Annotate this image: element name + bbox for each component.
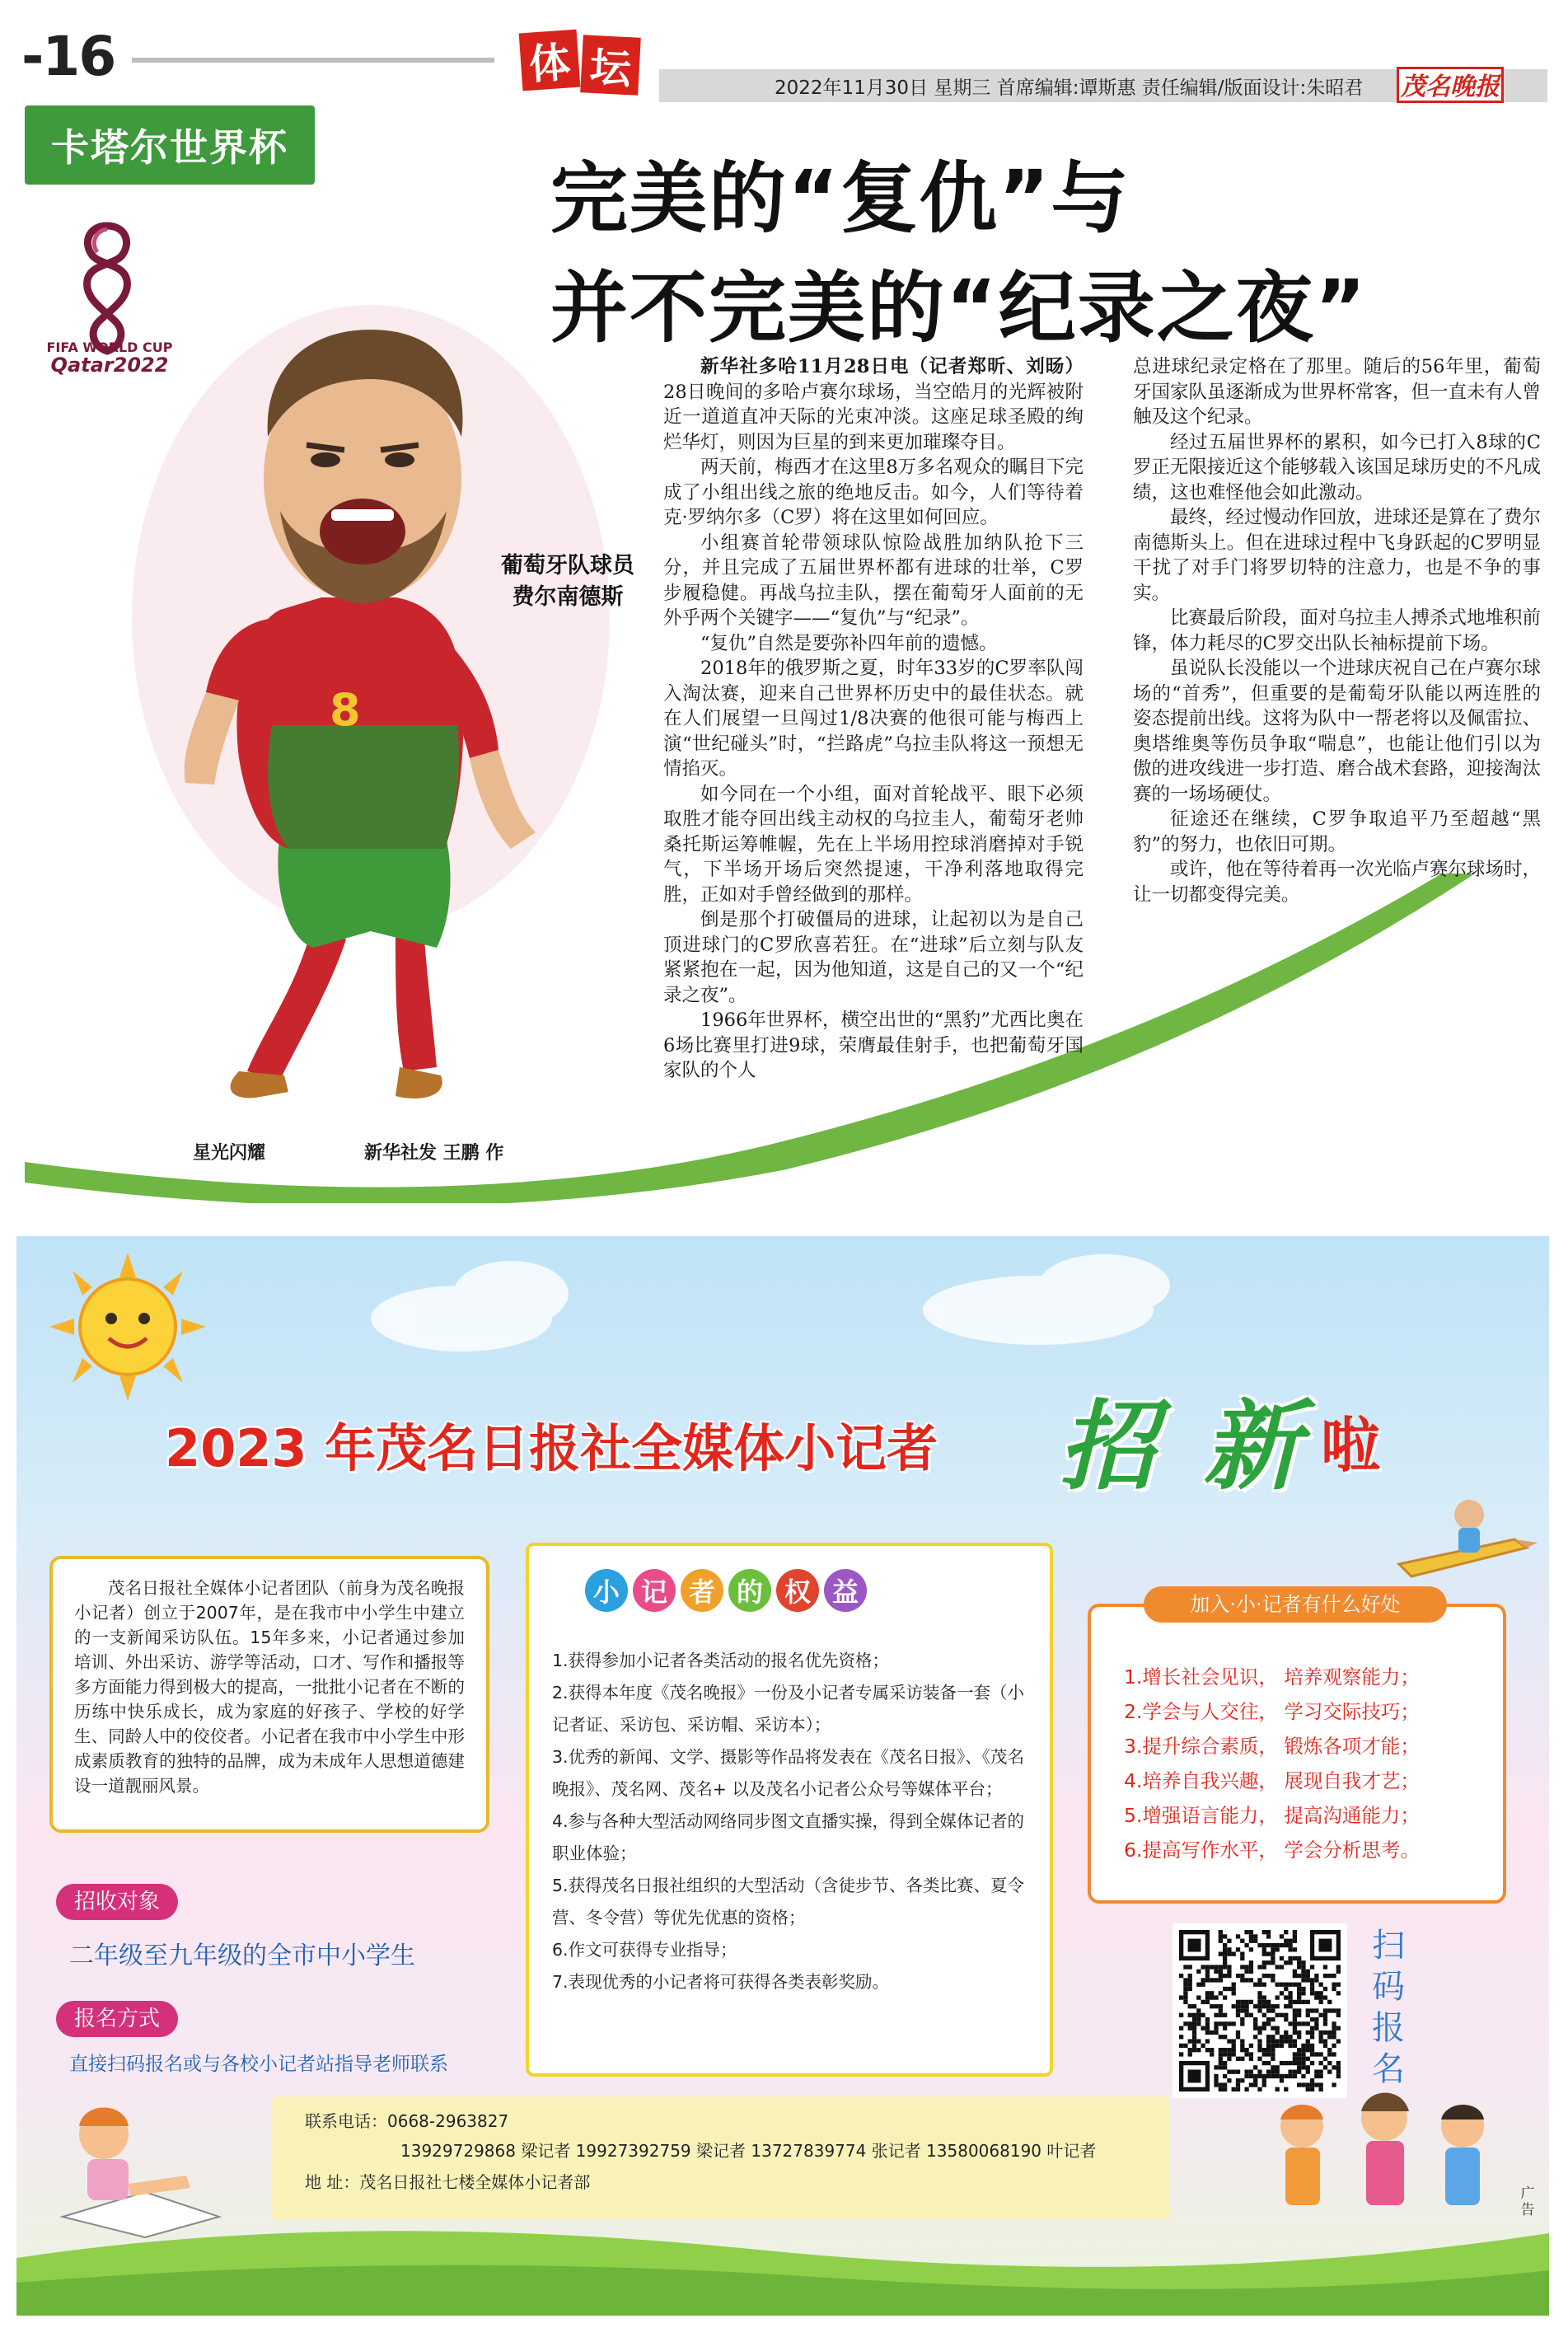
article-paragraph: 或许，他在等待着再一次光临卢赛尔球场时，让一切都变得完美。 (1133, 859, 1542, 906)
article-column-1 (663, 354, 1084, 1084)
ad-mark: 广告 (1520, 2185, 1535, 2218)
rights-title-char: 益 (824, 1569, 867, 1612)
jersey-number: 8 (330, 684, 361, 736)
pencil-rider-icon (1391, 1490, 1539, 1597)
sun-icon (49, 1253, 206, 1401)
illustration-title: 星光闪耀 (193, 1143, 266, 1164)
recruitment-ad (16, 1236, 1549, 2316)
article-paragraph: 小组赛首轮带领球队惊险战胜加纳队抢下三分，并且完成了五届世界杯都有进球的壮举，C罗步履稳健。再战乌拉圭队，摆在葡萄牙人面前的无外乎两个关键字——“复仇”与“纪录”。 (663, 532, 1084, 629)
page-number: -16 (21, 25, 115, 88)
section-flag-tan: 坛 (580, 35, 641, 96)
grass-hill-decoration (16, 2192, 1549, 2316)
contact-address: 地 址：茂名日报社七楼全媒体小记者部 (305, 2172, 591, 2192)
benefit-item: 2.学会与人交往， 学习交际技巧； (1124, 1700, 1420, 1723)
article-column-2 (1133, 354, 1541, 907)
world-cup-wordmark: FIFA WORLD CUP Qatar2022 (46, 340, 173, 377)
header-info: 2022年11月30日 星期三 首席编辑:谭斯惠 责任编辑/版面设计:朱昭君 (775, 77, 1364, 99)
rights-item: 5.获得茂名日报社组织的大型活动（含徒步节、各类比赛、夏令营、冬令营）等优先优惠的资格； (552, 1876, 1025, 1928)
rights-item: 2.获得本年度《茂名晚报》一份及小记者专属采访装备一套（小记者证、采访包、采访帽、采访本）； (552, 1683, 1025, 1735)
masthead-logo: 茂名晚报 (1397, 67, 1504, 103)
signup-text: 直接扫码报名或与各校小记者站指导老师联系 (69, 2054, 448, 2075)
article-paragraph: 虽说队长没能以一个进球庆祝自己在卢赛尔球场的“首秀”，但重要的是葡萄牙队能以两连胜的姿态提前出线。这将为队中一帮老将以及佩雷拉、奥塔维奥等伤员争取“喘息”，也能让他们引以为傲的进攻线进一步打造、磨合战术套路，迎接淘汰赛的一场场硬仗。 (1133, 658, 1542, 805)
article-paragraph: 倒是那个打破僵局的进球，让起初以为是自己顶进球门的C罗欣喜若狂。在“进球”后立刻与队友紧紧抱在一起，因为他知道，这是自己的又一个“纪录之夜”。 (663, 909, 1084, 1006)
rights-title-char: 者 (681, 1569, 723, 1612)
benefit-item: 1.增长社会见识， 培养观察能力； (1124, 1665, 1420, 1689)
illustration-credit: 新华社发 王鹏 作 (364, 1143, 504, 1164)
ad-title-xin: 新 (1203, 1389, 1301, 1503)
header-rule (132, 58, 494, 63)
ad-title: 2023 年茂名日报社全媒体小记者 (165, 1418, 938, 1478)
headline-line-2: 并不完美的“纪录之夜” (550, 264, 1368, 354)
article-paragraph: 1966年世界杯，横空出世的“黑豹”尤西比奥在6场比赛里打进9球，荣膺最佳射手，也把葡萄牙国家队的个人 (663, 1009, 1084, 1081)
benefits-list (1124, 1660, 1473, 1867)
rights-item: 4.参与各种大型活动网络同步图文直播实操，得到全媒体记者的职业体验； (552, 1811, 1025, 1863)
benefits-title: 加入·小·记者有什么好处 (1144, 1586, 1447, 1623)
rights-title-char: 记 (633, 1569, 676, 1612)
benefit-item: 4.培养自我兴趣， 展现自我才艺； (1124, 1769, 1420, 1792)
cloud-decoration (363, 1244, 1351, 1376)
section-flag-ti: 体 (519, 30, 581, 91)
benefits-box (1088, 1604, 1506, 1904)
rights-item: 7.表现优秀的小记者将可获得各类表彰奖励。 (552, 1972, 890, 1992)
contact-phone-main: 联系电话：0668-2963827 (305, 2111, 509, 2131)
article-paragraph: 两天前，梅西才在这里8万多名观众的瞩目下完成了小组出线之旅的绝地反击。如今，人们等待着克·罗纳尔多（C罗）将在这里如何回应。 (663, 457, 1084, 528)
scan-to-register-text: 扫码报名 (1372, 1927, 1405, 2088)
benefit-item: 6.提高写作水平， 学会分析思考。 (1124, 1839, 1420, 1862)
article-paragraph: 征途还在继续，C罗争取追平乃至超越“黑豹”的努力，也依旧可期。 (1133, 808, 1541, 855)
rights-title-char: 小 (585, 1569, 628, 1612)
article-paragraph: 新华社多哈11月28日电（记者郑昕、刘旸）28日晚间的多哈卢赛尔球场，当空皓月的光辉被附近一道道直冲天际的光束冲淡。这座足球圣殿的绚烂华灯，则因为巨星的到来更加璀璨夺目。 (663, 356, 1084, 453)
article-paragraph: 如今同在一个小组，面对首轮战平、眼下必须取胜才能夺回出线主动权的乌拉圭人，葡萄牙老帅桑托斯运筹帷幄，先在上半场用控球消磨掉对手锐气，下半场开场后突然提速，干净利落地取得完胜，正如对手曾经做到的那样。 (663, 783, 1084, 906)
article-paragraph: 2018年的俄罗斯之夏，时年33岁的C罗率队闯入淘汰赛，迎来自己世界杯历史中的最佳状态。就在人们展望一旦闯过1/8决赛的他很可能与梅西上演“世纪碰头”时，“拦路虎”乌拉圭队将这一预想无情掐灭。 (663, 658, 1084, 780)
target-label: 招收对象 (56, 1884, 178, 1920)
article-paragraph: “复仇”自然是要弥补四年前的遗憾。 (700, 632, 998, 654)
rights-title (585, 1569, 867, 1612)
rights-list (552, 1645, 1027, 1998)
article-paragraph: 最终，经过慢动作回放，进球还是算在了费尔南德斯头上。但在进球过程中飞身跃起的C罗明显干扰了对手门将罗切特的注意力，也是不争的事实。 (1133, 507, 1542, 604)
player-caricature (124, 264, 659, 1104)
headline-line-1: 完美的“复仇”与 (550, 154, 1130, 244)
player-caption: 葡萄牙队球员 费尔南德斯 (501, 553, 634, 610)
signup-label: 报名方式 (56, 2001, 178, 2037)
rights-item: 1.获得参加小记者各类活动的报名优先资格； (552, 1651, 890, 1670)
column-tag: 卡塔尔世界杯 (25, 105, 315, 185)
rights-title-char: 的 (728, 1569, 771, 1612)
rights-item: 3.优秀的新闻、文学、摄影等作品将发表在《茂名日报》、《茂名晚报》、茂名网、茂名+ 以及茂名小记者公众号等媒体平台； (552, 1747, 1025, 1799)
article-paragraph: 经过五届世界杯的累积，如今已打入8球的C罗正无限接近这个能够载入该国足球历史的不凡成绩，这也难怪他会如此激动。 (1133, 431, 1542, 504)
rights-box (526, 1543, 1053, 2077)
ad-title-la: 啦 (1321, 1411, 1381, 1480)
contact-phones: 13929729868 梁记者 19927392759 梁记者 13727839774 张记者 13580068190 叶记者 (400, 2141, 1097, 2161)
rights-title-char: 权 (776, 1569, 819, 1612)
dateline: 新华社多哈11月28日电（记者郑昕、刘旸） (700, 356, 1084, 377)
ad-title-zhao: 招 (1059, 1389, 1157, 1503)
target-text: 二年级至九年级的全市中小学生 (69, 1942, 415, 1970)
article-paragraph: 比赛最后阶段，面对乌拉圭人搏杀式地堆积前锋，体力耗尽的C罗交出队长袖标提前下场。 (1133, 607, 1542, 654)
article-paragraph: 总进球纪录定格在了那里。随后的56年里，葡萄牙国家队虽逐渐成为世界杯常客，但一直未有人曾触及这个纪录。 (1133, 356, 1542, 428)
benefit-item: 3.提升综合素质， 锻炼各项才能； (1124, 1735, 1420, 1758)
benefit-item: 5.增强语言能力， 提高沟通能力； (1124, 1804, 1420, 1827)
rights-item: 6.作文可获得专业指导； (552, 1940, 737, 1960)
intro-box: 茂名日报社全媒体小记者团队（前身为茂名晚报小记者）创立于2007年，是在我市中小学生中建立的一支新闻采访队伍。15年多来，小记者通过参加培训、外出采访、游学等活动，口才、写作和播报等多方面能力得到极大的提高，一批批小记者在不断的历练中快乐成长，成为家庭的好孩子、学校的好学生、同龄人中的佼佼者。小记者在我市中小学生中形成素质教育的独特的品牌，成为未成年人思想道德建设一道靓丽风景。 (49, 1556, 489, 1833)
